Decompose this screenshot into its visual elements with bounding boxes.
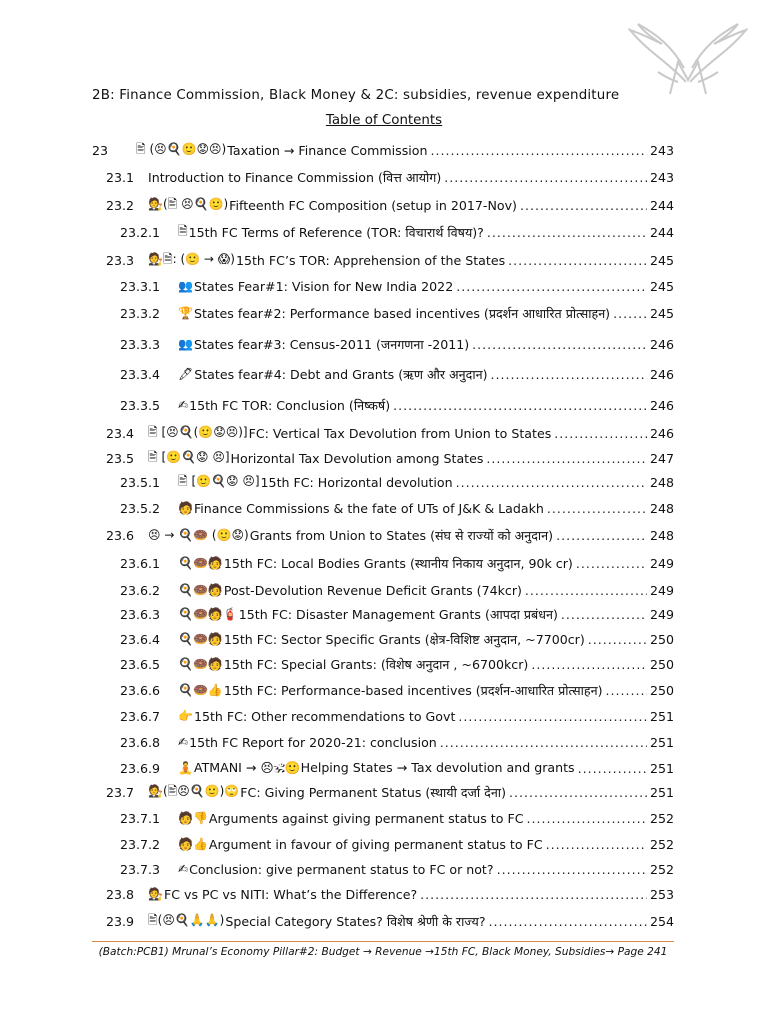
toc-entry-number: 23.8 — [106, 886, 135, 902]
toc-entry-number: 23.3 — [106, 252, 135, 268]
toc-dot-leader — [487, 225, 647, 240]
toc-entry-icons: 🖹(😣🍳🙏🙏) — [148, 912, 225, 927]
toc-entry-title: FC: Vertical Tax Devolution from Union to States — [248, 425, 552, 441]
toc-entry[interactable] — [0, 628, 674, 650]
toc-entry[interactable] — [0, 249, 674, 271]
toc-entry[interactable] — [0, 363, 674, 385]
toc-entry-icons: ✍ — [178, 735, 189, 749]
toc-entry-number: 23.6.2 — [120, 582, 161, 598]
toc-entry-title: Taxation → Finance Commission — [227, 142, 428, 158]
toc-title: Table of Contents — [325, 113, 443, 128]
toc-entry[interactable] — [0, 833, 674, 855]
toc-entry-page: 252 — [649, 861, 674, 877]
toc-entry-page: 248 — [649, 474, 674, 490]
toc-entry-page: 247 — [649, 450, 674, 466]
toc-entry-page: 246 — [649, 336, 674, 352]
toc-entry[interactable] — [0, 807, 674, 829]
toc-dot-leader — [606, 683, 647, 698]
toc-entry-icons: 🍳🍩👍 — [178, 683, 223, 697]
toc-dot-leader — [497, 862, 647, 877]
toc-entry-page: 253 — [649, 886, 674, 902]
toc-entry[interactable] — [0, 497, 674, 519]
toc-entry[interactable] — [0, 757, 674, 779]
toc-entry-icons: 🍳🍩🧑 — [178, 657, 223, 671]
toc-entry[interactable] — [0, 910, 674, 932]
toc-entry-page: 245 — [649, 278, 674, 294]
toc-entry-title: Special Category States? विशेष श्रेणी के राज्य? — [225, 913, 486, 929]
toc-entry-title: Argument in favour of giving permanent status to FC — [208, 836, 543, 852]
toc-entry-number: 23.6.5 — [120, 656, 161, 672]
toc-dot-leader — [491, 367, 647, 382]
toc-entry-title: 15th FC TOR: Conclusion (निष्कर्ष) — [189, 397, 391, 413]
toc-entry-page: 245 — [649, 252, 674, 268]
toc-entry[interactable] — [0, 333, 674, 355]
toc-entry-number: 23.3.1 — [120, 278, 161, 294]
toc-entry-number: 23.7.2 — [120, 836, 161, 852]
toc-entry-number: 23.5.2 — [120, 500, 161, 516]
toc-entry-title: 15th FC Report for 2020-21: conclusion — [189, 734, 437, 750]
toc-dot-leader — [613, 306, 647, 321]
toc-entry-number: 23.6.1 — [120, 555, 161, 571]
toc-entry-number: 23.3.5 — [120, 397, 161, 413]
toc-entry-number: 23.6.8 — [120, 734, 161, 750]
toc-entry-title: 15th FC: Horizontal devolution — [260, 474, 453, 490]
toc-entry[interactable] — [0, 471, 674, 493]
toc-entry[interactable] — [0, 679, 674, 701]
toc-entry-title: 15th FC: Sector Specific Grants (क्षेत्र-विशिष्ट अनुदान, ~7700cr) — [223, 631, 585, 647]
toc-entry-title: ATMANI → 😣🕉🙂Helping States → Tax devolution and grants — [193, 760, 575, 775]
toc-entry-page: 251 — [649, 760, 674, 776]
toc-entry-page: 245 — [649, 305, 674, 321]
toc-dot-leader — [556, 528, 647, 543]
toc-dot-leader — [561, 607, 647, 622]
footer-divider — [92, 941, 674, 942]
toc-dot-leader — [525, 583, 647, 598]
toc-entry-title: Arguments against giving permanent status to FC — [208, 810, 524, 826]
toc-entry-number: 23.3.3 — [120, 336, 161, 352]
toc-dot-leader — [444, 170, 647, 185]
toc-entry-page: 244 — [649, 197, 674, 213]
toc-entry-number: 23.6.4 — [120, 631, 161, 647]
toc-dot-leader — [489, 914, 647, 929]
toc-dot-leader — [440, 735, 647, 750]
toc-entry-page: 251 — [649, 708, 674, 724]
toc-entry-number: 23.2.1 — [120, 224, 161, 240]
toc-entry-page: 252 — [649, 836, 674, 852]
toc-entry-icons: 🍳🍩🧑 — [178, 556, 223, 570]
toc-entry-icons: 👥 — [178, 279, 193, 293]
toc-entry-icons: 🧑‍⚖️(🖹 😣🍳🙂) — [148, 196, 229, 211]
toc-entry-number: 23.5.1 — [120, 474, 161, 490]
toc-entry-number: 23.6.7 — [120, 708, 161, 724]
toc-dot-leader — [578, 761, 647, 776]
toc-entry-title: Post-Devolution Revenue Deficit Grants (74kcr) — [223, 582, 522, 598]
toc-entry-icons: 🧑👎 — [178, 811, 208, 825]
toc-entry-title: Grants from Union to States (संघ से राज्यों को अनुदान) — [249, 527, 554, 543]
toc-entry-title: States Fear#1: Vision for New India 2022 — [193, 278, 454, 294]
toc-entry[interactable] — [0, 883, 674, 905]
toc-entry[interactable] — [0, 447, 674, 469]
toc-entry[interactable] — [0, 221, 674, 243]
toc-entry-page: 246 — [649, 366, 674, 382]
toc-entry-title: FC: Giving Permanent Status (स्थायी दर्जा देना) — [240, 784, 506, 800]
toc-entry-icons: 🧑‍⚖️🗎: (🙂 → 😱) — [148, 251, 235, 266]
toc-entry-icons: ✍ — [178, 862, 189, 876]
toc-entry-page: 251 — [649, 734, 674, 750]
toc-entry-page: 249 — [649, 555, 674, 571]
toc-entry-icons: 🍳🍩🧑 — [178, 583, 223, 597]
toc-dot-leader — [520, 198, 647, 213]
toc-entry[interactable] — [0, 781, 674, 803]
toc-entry-title: 15th FC Terms of Reference (TOR: विचारार्थ विषय)? — [188, 224, 484, 240]
toc-entry[interactable] — [0, 552, 674, 574]
toc-entry-icons: 🍳🍩🧑 — [178, 632, 223, 646]
toc-dot-leader — [430, 143, 647, 158]
toc-dot-leader — [547, 501, 647, 516]
toc-entry-page: 254 — [649, 913, 674, 929]
toc-entry-page: 246 — [649, 425, 674, 441]
toc-entry-icons: 👉 — [178, 709, 193, 723]
toc-entry-title: 15th FC: Local Bodies Grants (स्थानीय निकाय अनुदान, 90k cr) — [223, 555, 573, 571]
toc-entry-number: 23.2 — [106, 197, 135, 213]
toc-entry-number: 23 — [92, 142, 109, 158]
toc-entry-title: 15th FC: Special Grants: (विशेष अनुदान , ~6700kcr) — [223, 656, 529, 672]
toc-dot-leader — [472, 337, 647, 352]
toc-entry-number: 23.6.6 — [120, 682, 161, 698]
toc-dot-leader — [509, 785, 647, 800]
toc-dot-leader — [527, 811, 647, 826]
toc-entry-icons: 🧑👍 — [178, 837, 208, 851]
toc-entry-title: States fear#4: Debt and Grants (ऋण और अनुदान) — [194, 366, 488, 382]
toc-entry-page: 250 — [649, 682, 674, 698]
toc-entry-number: 23.7 — [106, 784, 135, 800]
toc-entry-number: 23.9 — [106, 913, 135, 929]
wings-logo — [628, 22, 748, 104]
toc-entry-number: 23.7.1 — [120, 810, 161, 826]
toc-dot-leader — [456, 475, 647, 490]
toc-dot-leader — [554, 426, 647, 441]
toc-dot-leader — [531, 657, 647, 672]
toc-dot-leader — [456, 279, 647, 294]
toc-dot-leader — [458, 709, 647, 724]
toc-entry-icons: 🧑‍⚖️ — [148, 887, 163, 901]
toc-entry-icons: 😣 → 🍳🍩 (🙂😟) — [148, 528, 249, 542]
toc-entry-title: 15th FC: Disaster Management Grants (आपदा प्रबंधन) — [238, 606, 558, 622]
toc-entry-icons: ✍ — [178, 398, 189, 412]
toc-dot-leader — [508, 253, 647, 268]
toc-entry[interactable] — [0, 422, 674, 444]
toc-entry-number: 23.6.3 — [120, 606, 161, 622]
toc-entry-number: 23.7.3 — [120, 861, 161, 877]
toc-entry-icons: 🏆 — [178, 306, 193, 320]
toc-entry-title: FC vs PC vs NITI: What’s the Difference? — [163, 886, 418, 902]
toc-entry-page: 250 — [649, 656, 674, 672]
toc-entry-number: 23.6.9 — [120, 760, 161, 776]
toc-entry-number: 23.5 — [106, 450, 135, 466]
page-footer: (Batch:PCB1) Mrunal’s Economy Pillar#2: Budget → Revenue →15th FC, Black Money, Subsidies→ Page 241 — [98, 946, 668, 958]
toc-dot-leader — [420, 887, 647, 902]
toc-entry-number: 23.6 — [106, 527, 135, 543]
toc-dot-leader — [588, 632, 647, 647]
toc-entry-page: 244 — [649, 224, 674, 240]
toc-entry-page: 246 — [649, 397, 674, 413]
toc-entry[interactable] — [0, 139, 674, 161]
toc-entry-number: 23.3.2 — [120, 305, 161, 321]
toc-entry-page: 248 — [649, 500, 674, 516]
toc-entry-page: 252 — [649, 810, 674, 826]
toc-entry[interactable] — [0, 705, 674, 727]
document-header: 2B: Finance Commission, Black Money & 2C: subsidies, revenue expenditure — [92, 88, 620, 103]
toc-entry-page: 250 — [649, 631, 674, 647]
toc-entry[interactable] — [0, 731, 674, 753]
toc-entry-title: Horizontal Tax Devolution among States — [230, 450, 484, 466]
toc-entry-page: 249 — [649, 606, 674, 622]
toc-entry-icons: 👥 — [178, 337, 193, 351]
toc-entry-icons: 🖹 [🙂🍳😟 😣] — [178, 473, 260, 488]
toc-entry-icons: 🖋 — [178, 367, 194, 381]
toc-entry-icons: 🍳🍩🧑🧯 — [178, 607, 238, 621]
toc-entry[interactable] — [0, 394, 674, 416]
toc-entry-icons: 🧑‍⚖️(🖹😣🍳🙂)🙄 — [148, 783, 240, 798]
toc-entry-page: 243 — [649, 142, 674, 158]
toc-entry[interactable] — [0, 524, 674, 546]
toc-entry-number: 23.1 — [106, 169, 135, 185]
toc-entry-title: States fear#3: Census-2011 (जनगणना -2011) — [193, 336, 470, 352]
toc-entry[interactable] — [0, 166, 674, 188]
toc-entry-title: Conclusion: give permanent status to FC or not? — [189, 861, 494, 877]
toc-entry-icons: 🧑 — [178, 501, 193, 515]
toc-entry-icons: 🖹 [🙂🍳😟 😣] — [148, 449, 230, 464]
toc-entry-page: 243 — [649, 169, 674, 185]
toc-entry-page: 251 — [649, 784, 674, 800]
toc-dot-leader — [393, 398, 647, 413]
toc-entry[interactable] — [0, 603, 674, 625]
toc-entry-title: Introduction to Finance Commission (वित्त आयोग) — [148, 169, 442, 185]
toc-entry-number: 23.4 — [106, 425, 135, 441]
toc-entry-icons: 🧘 — [178, 761, 193, 775]
toc-entry-title: Finance Commissions & the fate of UTs of J&K & Ladakh — [193, 500, 544, 516]
toc-entry[interactable] — [0, 858, 674, 880]
toc-entry-title: 15th FC: Other recommendations to Govt — [193, 708, 456, 724]
toc-entry-icons: 🖹 (😣🍳🙂😟😣) — [136, 141, 227, 156]
toc-entry-title: 15th FC: Performance-based incentives (प्रदर्शन-आधारित प्रोत्साहन) — [223, 682, 603, 698]
toc-entry-title: States fear#2: Performance based incentives (प्रदर्शन आधारित प्रोत्साहन) — [193, 305, 611, 321]
toc-entry-icons: 🖹 [😣🍳(🙂😟😣)] — [148, 424, 248, 439]
toc-entry[interactable] — [0, 194, 674, 216]
toc-entry-title: Fifteenth FC Composition (setup in 2017-Nov) — [229, 197, 517, 213]
toc-entry-page: 249 — [649, 582, 674, 598]
toc-dot-leader — [486, 451, 647, 466]
toc-entry[interactable] — [0, 275, 674, 297]
toc-entry[interactable] — [0, 302, 674, 324]
toc-entry-icons: 🗎 — [178, 223, 188, 238]
toc-entry-page: 248 — [649, 527, 674, 543]
toc-entry-number: 23.3.4 — [120, 366, 161, 382]
toc-entry[interactable] — [0, 653, 674, 675]
toc-dot-leader — [576, 556, 647, 571]
toc-entry-title: 15th FC’s TOR: Apprehension of the States — [235, 252, 506, 268]
toc-entry[interactable] — [0, 579, 674, 601]
toc-dot-leader — [546, 837, 647, 852]
